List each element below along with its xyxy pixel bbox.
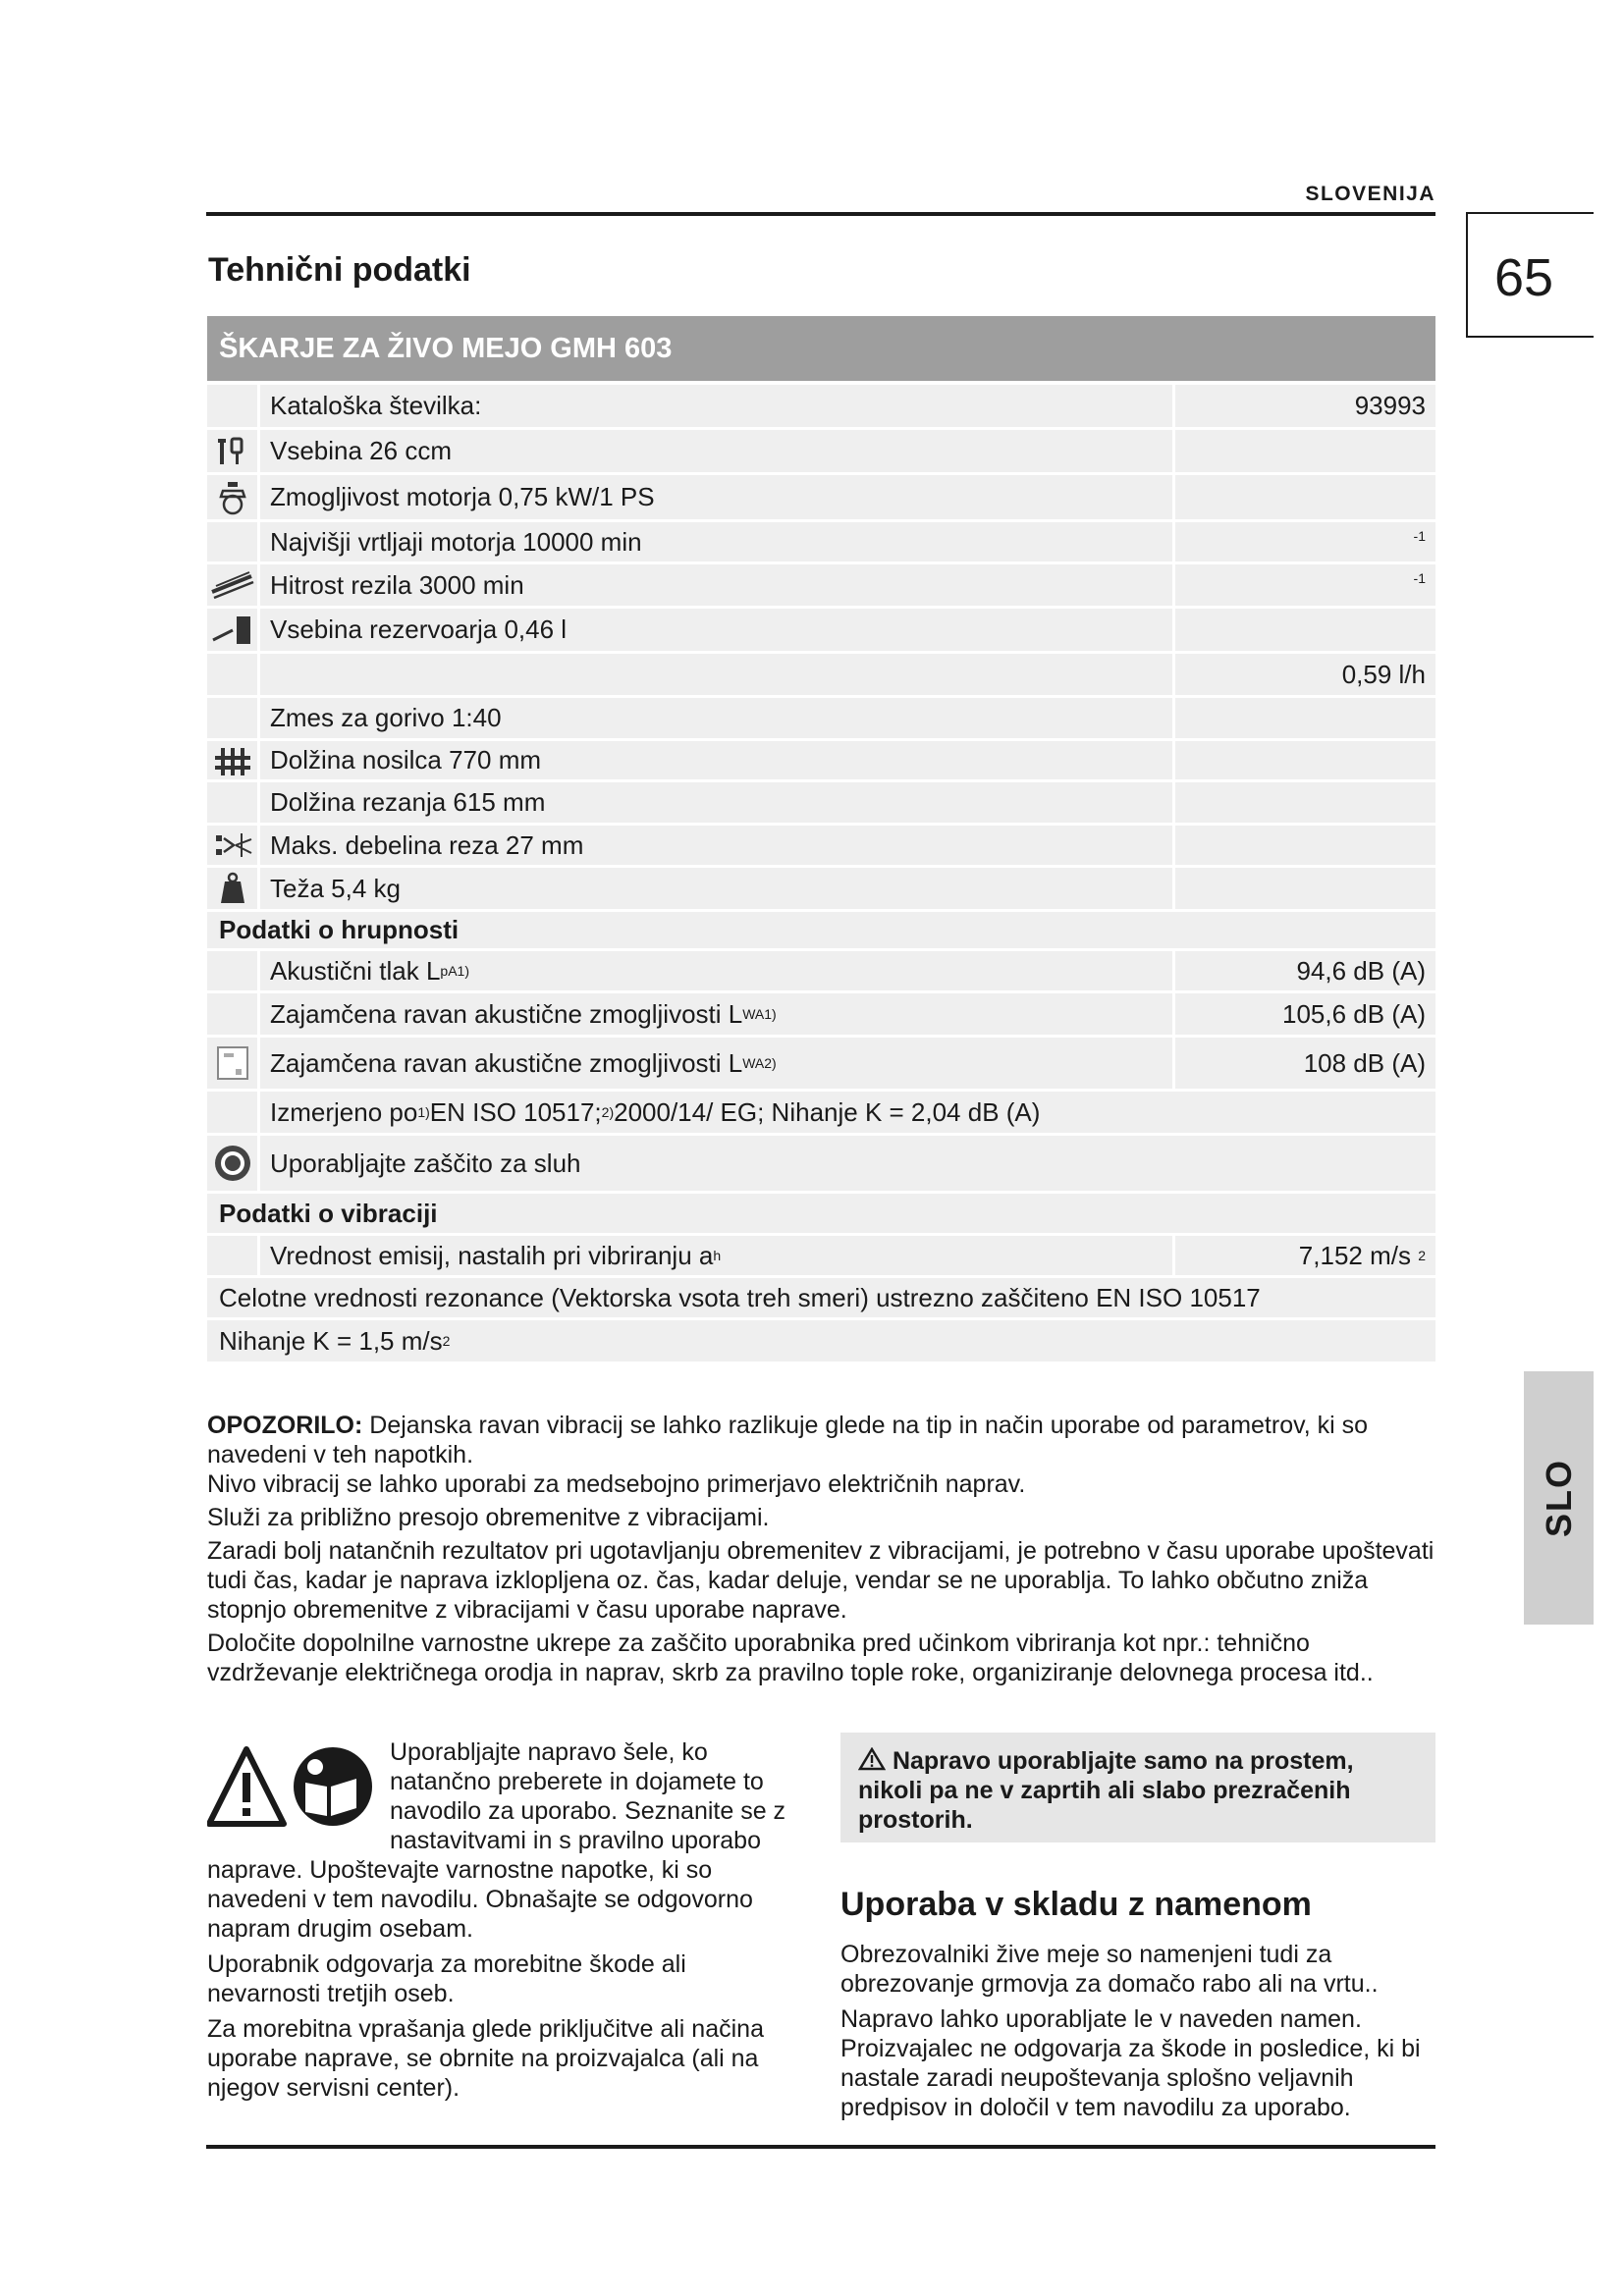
- row-label: Dolžina rezanja 615 mm: [260, 782, 1172, 823]
- row-value: 94,6 dB (A): [1175, 951, 1435, 990]
- row-value: 93993: [1175, 385, 1435, 427]
- row-label: Vsebina rezervoarja 0,46 l: [260, 609, 1172, 651]
- page-number: 65: [1494, 248, 1554, 307]
- row-label: Uporabljajte zaščito za sluh: [260, 1136, 1435, 1191]
- bar-length-icon: [213, 744, 252, 777]
- row-label: [260, 654, 1172, 695]
- row-label: Zajamčena ravan akustične zmogljivosti L WA 2): [260, 1038, 1172, 1089]
- vibration-k: Nihanje K = 1,5 m/s 2: [207, 1320, 1435, 1362]
- row-value: 0,59 l/h: [1175, 654, 1435, 695]
- table-row: [207, 385, 1435, 427]
- language-code: SLO: [1538, 1458, 1579, 1538]
- row-label: Teža 5,4 kg: [260, 868, 1172, 909]
- footer-rule: [206, 2145, 1435, 2149]
- warning-triangle-icon: [858, 1747, 886, 1771]
- intended-use-title: Uporaba v skladu z namenom: [840, 1886, 1312, 1923]
- row-label: Zmes za gorivo 1:40: [260, 698, 1172, 738]
- row-label: Hitrost rezila 3000 min: [260, 564, 1172, 606]
- row-label: Izmerjeno po 1) EN ISO 10517; 2) 2000/14/ EG; Nihanje K = 2,04 dB (A): [260, 1092, 1435, 1133]
- cut-thickness-icon: [212, 829, 253, 861]
- row-value: 108 dB (A): [1175, 1038, 1435, 1089]
- row-label: Kataloška številka:: [260, 385, 1172, 427]
- row-label: Zajamčena ravan akustične zmogljivosti L WA 1): [260, 993, 1172, 1035]
- vibration-total: Celotne vrednosti rezonance (Vektorska vsota treh smeri) ustrezno zaščiteno EN ISO 10517: [207, 1278, 1435, 1317]
- table-row: [207, 741, 1435, 779]
- header-rule: [206, 212, 1435, 216]
- table-row: [207, 698, 1435, 738]
- table-row: [207, 1038, 1435, 1089]
- table-row: [207, 993, 1435, 1035]
- noise-heading: Podatki o hrupnosti: [207, 912, 1435, 948]
- row-label: Akustični tlak L pA 1): [260, 951, 1172, 990]
- table-row: [207, 1092, 1435, 1133]
- table-row: [207, 1236, 1435, 1275]
- table-row: [207, 654, 1435, 695]
- hearing-protection-icon: [213, 1144, 252, 1183]
- table-row: [207, 1136, 1435, 1191]
- table-row: [207, 522, 1435, 561]
- fuel-tank-icon: [211, 614, 254, 646]
- table-row: [207, 1278, 1435, 1317]
- table-row: [207, 475, 1435, 519]
- vibration-warning: OPOZORILO: Dejanska ravan vibracij se lahko razlikuje glede na tip in način uporabe od parametrov, ki so navedeni v teh napotkih. Nivo vibracij se lahko uporabi za medsebojno primerjavo električnih naprav. Služi za približno presojo obremenitve z vibracijami. Zaradi bolj natančnih rezultatov pri ugotavljanju obremenitev z vibracijami, je potrebno v času uporabe upoštevati tudi čas, kadar je naprava izklopljena oz. čas, kadar deluje, vendar se ne uporablja. To lahko občutno zniža stopnjo obremenitve z vibracijami v času uporabe naprave. Določite dopolnilne varnostne ukrepe za zaščito uporabnika pred učinkom vibriranja kot npr.: tehnično vzdrževanje električnega orodja in naprav, skrb za pravilno tople roke, organiziranje delovnega procesa itd..: [207, 1412, 1435, 1686]
- vibration-heading: Podatki o vibraciji: [207, 1194, 1435, 1233]
- row-value: -1: [1175, 522, 1435, 561]
- table-row: [207, 609, 1435, 651]
- engine-displacement-icon: [216, 435, 249, 468]
- blade-speed-icon: [210, 570, 255, 600]
- row-label: Vrednost emisij, nastalih pri vibriranju a h: [260, 1236, 1172, 1275]
- spec-table-heading: ŠKARJE ZA ŽIVO MEJO GMH 603: [207, 316, 1435, 381]
- read-manual-warning-icon: [207, 1745, 382, 1830]
- row-value: 7,152 m/s 2: [1175, 1236, 1435, 1275]
- row-value: -1: [1175, 564, 1435, 606]
- safety-instructions: Uporabljajte napravo šele, ko natančno preberete in dojamete to navodilo za uporabo. Seznanite se z nastavitvami in s pravilno uporabo naprave. Upoštevajte varnostne napotke, ki so navedeni v tem navodilu. Obnašajte se odgovorno napram drugim osebam. Uporabnik odgovarja za morebitne škode ali nevarnosti tretjih oseb. Za morebitna vprašanja glede priključitve ali načina uporabe naprave, se obrnite na proizvajalca (ali na njegov servisni center).: [207, 1738, 786, 2102]
- spec-table: [207, 316, 1435, 1364]
- header-country: SLOVENIJA: [1305, 183, 1435, 205]
- table-row: [207, 868, 1435, 909]
- sound-power-label-icon: [214, 1043, 251, 1083]
- table-row: [207, 951, 1435, 990]
- warning-label: OPOZORILO:: [207, 1412, 363, 1439]
- row-label: Zmogljivost motorja 0,75 kW/1 PS: [260, 475, 1172, 519]
- outdoor-use-notice: Napravo uporabljajte samo na prostem, nikoli pa ne v zaprtih ali slabo prezračenih prostorih.: [840, 1733, 1435, 1842]
- table-row: [207, 782, 1435, 823]
- row-label: Maks. debelina reza 27 mm: [260, 826, 1172, 865]
- intended-use-text: Obrezovalniki žive meje so namenjeni tudi za obrezovanje grmovja za domačo rabo ali na vrtu.. Napravo lahko uporabljate le v naveden namen. Proizvajalec ne odgovarja za škode in posledice, ki bi nastale zaradi neupoštevanja splošno veljavnih predpisov in določil v tem navodilu za uporabo.: [840, 1941, 1421, 2121]
- engine-power-icon: [214, 479, 251, 516]
- table-row: [207, 1194, 1435, 1233]
- row-label: Vsebina 26 ccm: [260, 430, 1172, 472]
- table-row: [207, 1320, 1435, 1362]
- table-row: [207, 564, 1435, 606]
- row-value: 105,6 dB (A): [1175, 993, 1435, 1035]
- table-row: [207, 912, 1435, 948]
- section-title: Tehnični podatki: [208, 251, 471, 289]
- table-row: [207, 826, 1435, 865]
- weight-icon: [219, 872, 246, 905]
- row-label: Najvišji vrtljaji motorja 10000 min: [260, 522, 1172, 561]
- row-label: Dolžina nosilca 770 mm: [260, 741, 1172, 779]
- language-side-tab: [1524, 1371, 1594, 1625]
- table-row: [207, 430, 1435, 472]
